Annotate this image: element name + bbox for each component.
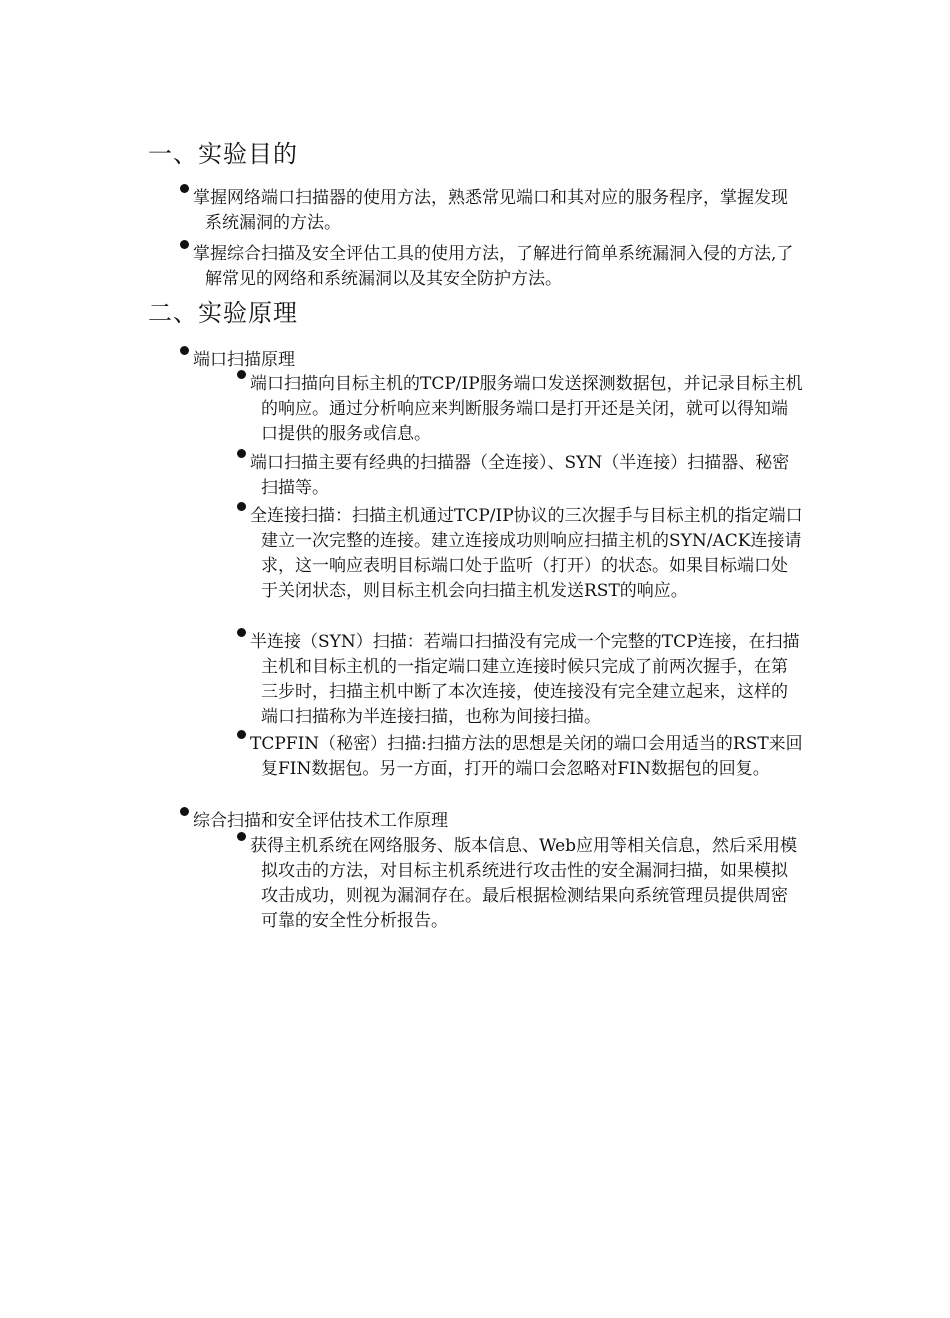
- bullet-icon: [180, 184, 189, 193]
- list-item-group-label: 端口扫描原理: [193, 348, 793, 373]
- list-item: 掌握网络端口扫描器的使用方法，熟悉常见端口和其对应的服务程序，掌握发现系统漏洞的方法。: [193, 186, 803, 236]
- section-heading-purpose: 一、实验目的: [148, 140, 298, 168]
- bullet-icon: [180, 346, 189, 355]
- bullet-icon: [180, 807, 189, 816]
- bullet-icon: [237, 449, 246, 458]
- bullet-icon: [237, 730, 246, 739]
- sub-list-item: 端口扫描向目标主机的TCP/IP服务端口发送探测数据包，并记录目标主机的响应。通过分析响应来判断服务端口是打开还是关闭，就可以得知端口提供的服务或信息。: [250, 372, 803, 447]
- sub-list-item: 获得主机系统在网络服务、版本信息、Web应用等相关信息，然后采用模拟攻击的方法，对目标主机系统进行攻击性的安全漏洞扫描，如果模拟攻击成功，则视为漏洞存在。最后根据检测结果向系统管理员提供周密可靠的安全性分析报告。: [250, 834, 803, 934]
- list-item: 掌握综合扫描及安全评估工具的使用方法，了解进行简单系统漏洞入侵的方法,了解常见的网络和系统漏洞以及其安全防护方法。: [193, 242, 803, 292]
- list-item-group-label: 综合扫描和安全评估技术工作原理: [193, 809, 793, 834]
- bullet-icon: [180, 240, 189, 249]
- sub-list-item: 端口扫描主要有经典的扫描器（全连接）、SYN（半连接）扫描器、秘密扫描等。: [250, 451, 803, 501]
- sub-list-item: 全连接扫描：扫描主机通过TCP/IP协议的三次握手与目标主机的指定端口建立一次完整的连接。建立连接成功则响应扫描主机的SYN/ACK连接请求，这一响应表明目标端口处于监听（打开）的状态。如果目标端口处于关闭状态，则目标主机会向扫描主机发送RST的响应。: [250, 504, 803, 604]
- bullet-icon: [237, 628, 246, 637]
- sub-list-item: 半连接（SYN）扫描：若端口扫描没有完成一个完整的TCP连接，在扫描主机和目标主机的一指定端口建立连接时候只完成了前两次握手，在第三步时，扫描主机中断了本次连接，使连接没有完全建立起来，这样的端口扫描称为半连接扫描，也称为间接扫描。: [250, 630, 803, 730]
- bullet-icon: [237, 370, 246, 379]
- sub-list-item: TCPFIN（秘密）扫描:扫描方法的思想是关闭的端口会用适当的RST来回复FIN数据包。另一方面，打开的端口会忽略对FIN数据包的回复。: [250, 732, 803, 782]
- section-heading-principle: 二、实验原理: [148, 299, 298, 327]
- bullet-icon: [237, 502, 246, 511]
- bullet-icon: [237, 832, 246, 841]
